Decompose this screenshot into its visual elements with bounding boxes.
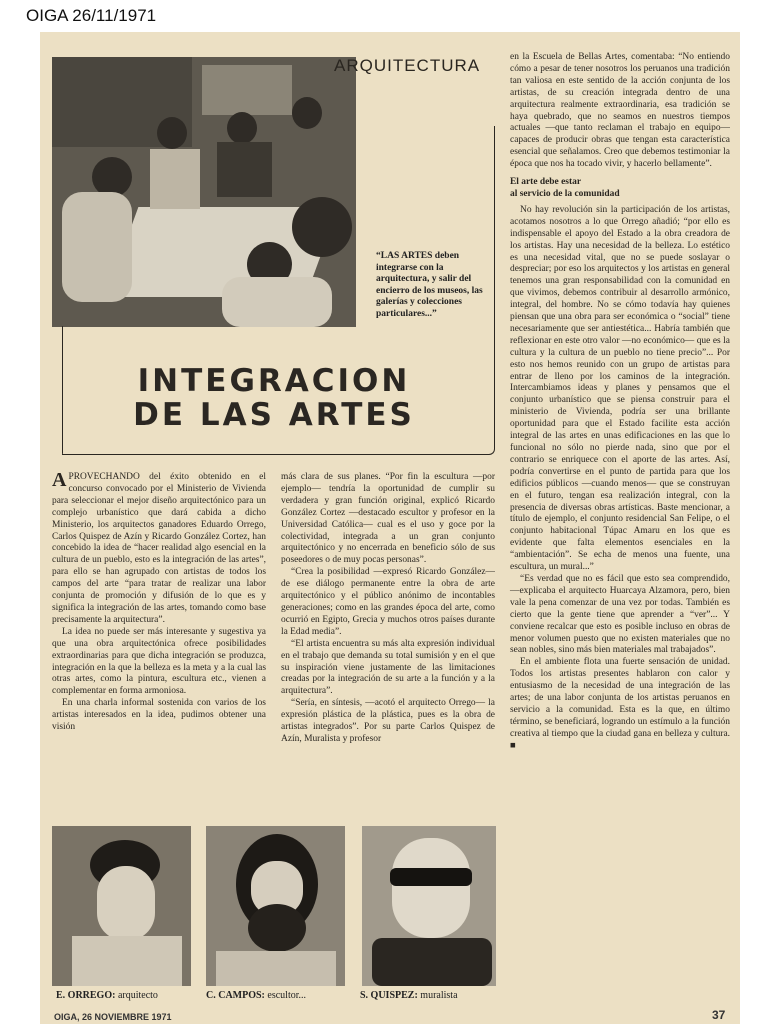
paragraph: La idea no puede ser más interesante y sugestiva ya que una obra arquitectónica ofrece posibilidades extraordinarias para que dicha integración se produzca, integración en la que la belleza es la meta y a la cual las otras artes, como la pintura, escultura etc., vienen a complementar en forma armoniosa.	[52, 626, 266, 697]
caption-name: C. CAMPOS:	[206, 990, 265, 1001]
headline-line-1: INTEGRACION	[137, 363, 411, 399]
headline	[64, 364, 484, 432]
document-title: OIGA 26/11/1971	[26, 6, 157, 25]
section-label: ARQUITECTURA	[334, 56, 481, 75]
caption-campos	[206, 990, 306, 1001]
caption-quispez	[360, 990, 458, 1001]
headline-line-2: DE LAS ARTES	[133, 397, 415, 434]
portrait-photo-orrego	[52, 826, 191, 986]
paragraph: En el ambiente flota una fuerte sensación de unidad. Todos los artistas presentes hablaron con calor y entusiasmo de la necesidad de una integración de las artes; de una labor conjunta de los artistas peruanos en servicio a la comunidad. Esta es la que, en último término, se beneficiará, logrando un estímulo a la función creativa al tiempo que la ciudad gana en belleza y cultura. ■	[510, 657, 730, 751]
portrait-photo-campos	[206, 826, 345, 986]
paragraph: En una charla informal sostenida con varios de los artistas interesados en la idea, pudimos obtener una visión	[52, 698, 266, 733]
article-column-2	[281, 472, 495, 746]
paragraph: No hay revolución sin la participación de los artistas, acotamos nosotros a lo que Orrego añadió; “por ello es indispensable el apoyo del Estado a la obra creadora de los artistas. Hay una necesidad de la belleza. Lo estético es una necesidad vital, que no se puede soslayar o despreciar; por eso los arquitectos y los artistas en general tenemos una gran responsabilidad con la comunidad en que vivimos, debemos contribuir al desarrollo armónico, integral, del hombre. No se cómo todavía hay quienes piensan que una obra para ser económica o “social” tiene necesariamente que ser antiestética... Habría también que reflexionar en este otro valor —no económico— que es la cultura y la cultura de un pueblo no tiene precio”... Por esto nos hemos reunido con un grupo de artistas para entrar de lleno por los caminos de la integración. Intercambiamos ideas y planes y pensamos que el conjunto urbanístico que se piensa construir para el ministerio de Vivienda, podría ser una brillante oportunidad para que el Estado facilite esta acción integral de las artes en unas edificaciones en las que lo funcional no sólo no pierde nada, sino que por el contrario se enriquece con el aporte de las artes. Así, podría convertirse en el punto de partida para que los edificios públicos —cuando menos— que se construyan en el futuro, tengan esa realización integral, con la presencia de diversas obras artísticas. Baste mencionar, a título de ejemplo, el conjunto residencial San Felipe, o el conjunto habitacional Túpac Amaru en los que es evidente que falta elementos esenciales en la “ambientación”. Se echa de menos una fuente, una escultura, un mural...”	[510, 204, 730, 573]
title-frame-left	[62, 326, 63, 454]
paragraph: “Sería, en síntesis, —acotó el arquitecto Orrego— la expresión plástica de la plástica, pues es la obra de artistas integrados”. Por su parte Carlos Quispez de Azín, Muralista y profesor	[281, 698, 495, 744]
article-column-1	[52, 469, 266, 734]
subheading	[510, 177, 730, 201]
caption-role: escultor...	[267, 990, 306, 1001]
article-column-3	[510, 52, 730, 753]
pull-quote: “LAS ARTES deben integrarse con la arquitectura, y salir del encierro de los museos, las galerías y colecciones particulares...”	[376, 251, 483, 319]
drop-cap: A	[52, 469, 67, 491]
paragraph: “Crea la posibilidad —expresó Ricardo González— de ese diálogo permanente entre la obra de arte arquitectónico y el público anónimo de incontables generaciones; como en las grandes época del arte, como ocurrió en Egipto, Grecia y muchos otros países durante la Edad media”.	[281, 567, 495, 637]
paragraph: “El artista encuentra su más alta expresión individual en el trabajo que demanda su total sumisión y en el que su inspiración viene justamente de las limitaciones creadas por la integración de su arte a la función y a la arquitectura”.	[281, 638, 495, 697]
paragraph: más clara de sus planes. “Por fin la escultura —por ejemplo— tendría la oportunidad de cumplir su verdadera y gran función original, explicó Ricardo González Cortez —destacado escultor y profesor en la Universidad Católica— cual es el uso y goce por la colectividad, integrada a un gran conjunto arquitectónico y no encerrada en beneficio sólo de sus poseedores o de muy pocas personas”.	[281, 472, 495, 566]
caption-orrego	[56, 990, 158, 1001]
subheading-line-1: El arte debe estar	[510, 177, 582, 188]
paragraph: en la Escuela de Bellas Artes, comentaba: “No entiendo cómo a pesar de tener nosotros los peruanos una tradición tan valiosa en este sentido de la acción conjunta de los artistas, de su creación integrada dentro de una arquitectura realmente extraordinaria, esa tradición se haya quebrado, que no seamos en nuestros tiempos actuales —que tanto reclaman el trabajo en equipo— capaces de producir obras que tengan esta característica esencial que señalamos. Creo que debemos testimoniar la época que nos ha tocado vivir, y hacerlo bellamente”.	[510, 52, 730, 170]
portrait-photo-quispez	[362, 826, 496, 986]
caption-name: E. ORREGO:	[56, 990, 116, 1001]
caption-name: S. QUISPEZ:	[360, 990, 418, 1001]
footer-publication: OIGA, 26 NOVIEMBRE 1971	[54, 1012, 172, 1022]
caption-role: muralista	[420, 990, 458, 1001]
paragraph: “Es verdad que no es fácil que esto sea comprendido, —explicaba el arquitecto Huarcaya Alzamora, pero, bien vale la pena comenzar de una vez por todas. También es cierto que la gente tiene que aprender a “ver”... Y conviene recalcar que esto es posible incluso en obras de menor volumen puesto que no existen materiales que no sean nobles, sino más bien materiales mal trabajados”.	[510, 573, 730, 656]
subheading-line-2: al servicio de la comunidad	[510, 188, 620, 199]
page-number: 37	[712, 1008, 726, 1022]
paragraph-text: PROVECHANDO del éxito obtenido en el concurso convocado por el Ministerio de Vivienda para seleccionar el mejor diseño arquitectónico para un complejo urbanístico que dará cabida a dicho Ministerio, los arquitectos ganadores Eduardo Orrego, Carlos Quispez de Azín y Ricardo González Cortez, han concebido la idea de “hacer realidad algo esencial en la cultura de un pueblo, esto es la integración de las artes”, para ello se han agrupado con artistas de todos los campos del arte “para tratar de realizar una labor conjunta de promoción y difusión de lo que es y significa la integración de las artes, tomando como base precisamente la arquitectura”.	[52, 472, 266, 625]
paragraph	[52, 469, 266, 627]
caption-role: arquitecto	[117, 990, 158, 1001]
